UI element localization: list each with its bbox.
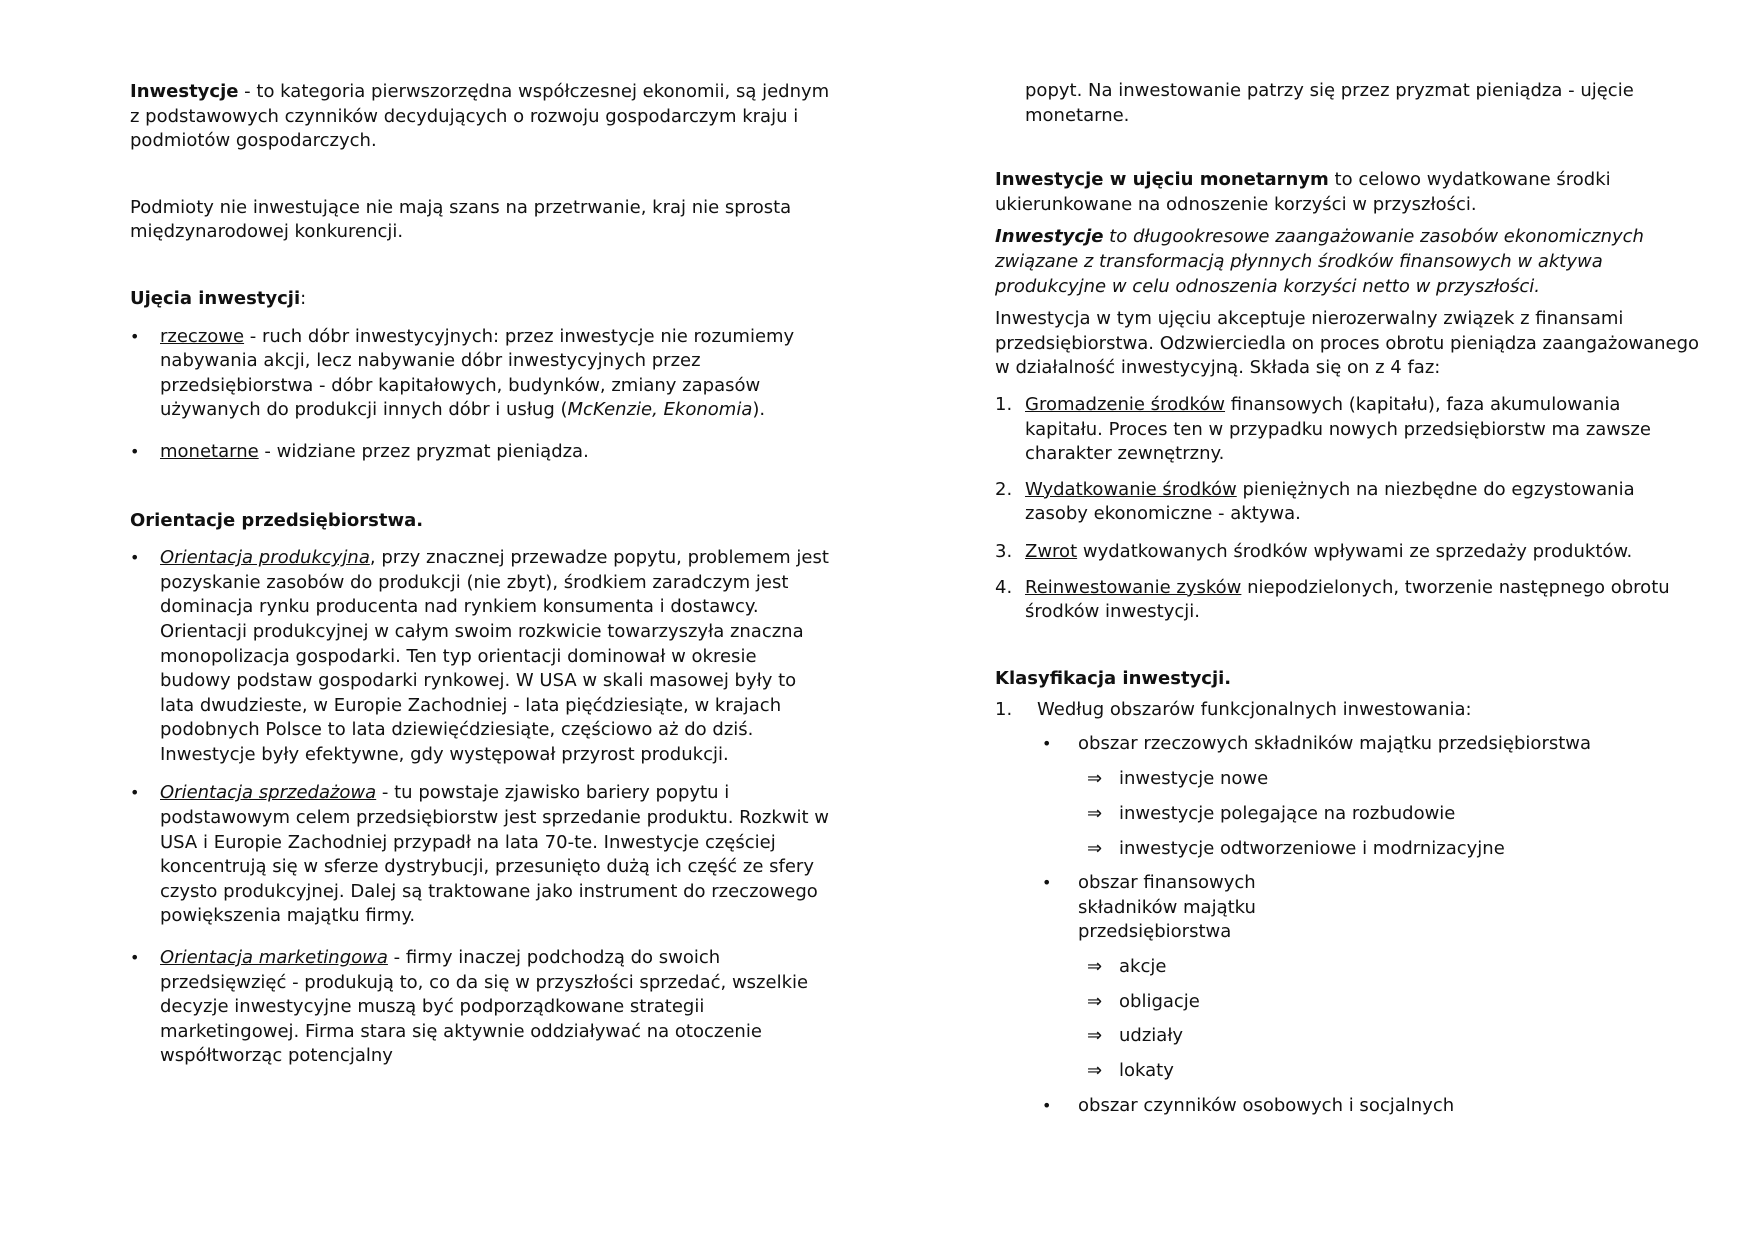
arrow-right-icon: ⇒ [1087, 803, 1103, 825]
item-number: 1. [995, 699, 1013, 721]
numbered-item [995, 698, 1700, 723]
term: monetarne [160, 440, 259, 462]
text: udziały [1119, 1025, 1184, 1047]
list-item [130, 546, 830, 767]
left-column [130, 80, 830, 1069]
section-heading [130, 287, 830, 312]
text: - widziane przez pryzmat pieniądza. [258, 440, 589, 462]
text: to celowo wydatkowane środki ukierunkowane na odnoszenie korzyści w przyszłości. [995, 169, 1611, 215]
term: Orientacja produkcyjna [160, 547, 370, 569]
term: Inwestycje [130, 81, 239, 102]
arrow-right-icon: ⇒ [1087, 956, 1103, 978]
arrow-right-icon: ⇒ [1087, 990, 1103, 1012]
sub-item [995, 955, 1700, 980]
list-item [995, 732, 1700, 757]
bullet-icon: • [130, 948, 140, 968]
heading-colon: : [300, 287, 307, 309]
sub-item [995, 837, 1700, 862]
paragraph [995, 168, 1700, 217]
bullet-icon: • [130, 548, 140, 568]
text: obszar rzeczowych składników majątku przedsiębiorstwa [1078, 732, 1592, 754]
term: Gromadzenie środków [1025, 393, 1226, 415]
text: inwestycje odtworzeniowe i modrnizacyjne [1119, 837, 1505, 859]
text: obszar finansowych składników majątku przedsiębiorstwa [1078, 872, 1256, 943]
paragraph: Inwestycja w tym ujęciu akceptuje nierozerwalny związek z finansami przedsiębiorstwa. Odzwierciedla on proces obrotu pieniądza zaangażowanego w działalność inwestycyjną. Składa się on z 4 faz: [995, 308, 1700, 379]
right-column [995, 79, 1700, 1119]
text: ). [752, 399, 766, 421]
text: - firmy inaczej podchodzą do swoich przedsięwzięć - produkują to, co da się w przyszłości sprzedać, wszelkie decyzje inwestycyjne muszą być podporządkowane strategii marketingowej. Firma stara się aktywnie oddziaływać na otoczenie współtworząc potencjalny [160, 947, 809, 1067]
text: - to kategoria pierwszorzędna współczesnej ekonomii, są jednym z podstawowych czynników decydujących o rozwoju gospodarczym kraju i podmiotów gospodarczych. [130, 81, 830, 152]
list-item [995, 871, 1338, 945]
bullet-icon: • [130, 783, 140, 803]
text: akcje [1119, 956, 1167, 978]
bullet-icon: • [1042, 1096, 1052, 1116]
text: to długookresowe zaangażowanie zasobów ekonomicznych związane z transformacją płynnych środków finansowych w aktywa produkcyjne w celu odnoszenia korzyści netto w przyszłości. [995, 226, 1644, 297]
text: obszar czynników osobowych i socjalnych [1078, 1095, 1455, 1117]
text: pieniężnych na niezbędne do egzystowania zasoby ekonomiczne - aktywa. [1025, 478, 1635, 525]
text: , przy znacznej przewadze popytu, problemem jest pozyskanie zasobów do produkcji (nie zbyt), środkiem zaradczym jest dominacja rynku producenta nad rynkiem konsumenta i dostawcy. Orientacji produkcyjnej w całym swoim rozkwicie towarzyszyła znaczna monopolizacja gospodarki. Ten typ orientacji dominował w okresie budowy podstaw gospodarki rynkowej. W USA w skali masowej były to lata dwudzieste, w Europie Zachodniej - lata pięćdziesiąte, w krajach podobnych Polsce to lata dziewięćdziesiąte, częściowo aż do dziś. Inwestycje były efektywne, gdy występował przyrost produkcji. [160, 547, 829, 765]
numbered-item [995, 478, 1700, 527]
numbered-item [995, 540, 1700, 565]
list-item [130, 946, 830, 1069]
continuation-text: popyt. Na inwestowanie patrzy się przez pryzmat pieniądza - ujęcie monetarne. [1025, 80, 1634, 126]
term: Orientacja sprzedażowa [160, 782, 377, 804]
intro-paragraph [130, 80, 830, 154]
term: Zwrot [1025, 540, 1078, 562]
heading-text: Orientacje przedsiębiorstwa. [130, 509, 424, 531]
item-number: 1. [995, 393, 1013, 415]
arrow-right-icon: ⇒ [1087, 1025, 1103, 1047]
term: Inwestycje w ujęciu monetarnym [995, 169, 1329, 191]
term: Orientacja marketingowa [160, 947, 388, 969]
term: Reinwestowanie zysków [1025, 576, 1242, 598]
list-item [130, 781, 830, 929]
term: rzeczowe [160, 325, 245, 347]
text: obligacje [1119, 990, 1200, 1012]
list-item [995, 1094, 1700, 1119]
heading-text: Ujęcia inwestycji [130, 287, 301, 309]
sub-item [995, 1024, 1700, 1049]
list-item [130, 325, 830, 423]
citation: McKenzie, Ekonomia [567, 399, 753, 421]
bullet-icon: • [1042, 873, 1052, 893]
bullet-icon: • [130, 441, 140, 461]
text: finansowych (kapitału), faza akumulowania kapitału. Proces ten w przypadku nowych przedsiębiorstw ma zawsze charakter zewnętrzny. [1025, 393, 1651, 465]
bullet-icon: • [130, 326, 140, 346]
sub-item [995, 1059, 1700, 1084]
item-number: 3. [995, 540, 1013, 562]
numbered-item [995, 576, 1700, 625]
text: inwestycje polegające na rozbudowie [1119, 803, 1456, 825]
list-item [130, 440, 830, 465]
heading-text: Klasyfikacja inwestycji. [995, 667, 1232, 689]
item-number: 2. [995, 478, 1013, 500]
definition-paragraph [995, 225, 1700, 299]
text: - tu powstaje zjawisko bariery popytu i podstawowym celem przedsiębiorstw jest sprzedanie produktu. Rozkwit w USA i Europie Zachodniej przypadł na lata 70-te. Inwestycje częściej koncentrują się w sferze dystrybucji, przesunięto dużą ich część ze sfery czysto produkcyjnej. Dalej są traktowane jako instrument do rzeczowego powiększenia majątku firmy. [160, 782, 829, 927]
sub-item [995, 990, 1700, 1015]
text: lokaty [1119, 1059, 1174, 1081]
arrow-right-icon: ⇒ [1087, 1059, 1103, 1081]
numbered-item [995, 393, 1700, 467]
term: Wydatkowanie środków [1025, 478, 1237, 500]
section-heading [130, 509, 830, 534]
item-number: 4. [995, 576, 1013, 598]
text: inwestycje nowe [1119, 768, 1269, 790]
sub-item [995, 802, 1700, 827]
text: - ruch dóbr inwestycyjnych: przez inwestycje nie rozumiemy nabywania akcji, lecz nabywanie dóbr inwestycyjnych przez przedsiębiorstwa - dóbr kapitałowych, budynków, zmiany zapasów używanych do produkcji innych dóbr i usług ( [160, 325, 795, 421]
arrow-right-icon: ⇒ [1087, 768, 1103, 790]
section-heading [995, 667, 1700, 692]
arrow-right-icon: ⇒ [1087, 837, 1103, 859]
term: Inwestycje [995, 226, 1104, 248]
text: Według obszarów funkcjonalnych inwestowania: [1037, 699, 1472, 721]
paragraph: Podmioty nie inwestujące nie mają szans na przetrwanie, kraj nie sprosta międzynarodowej konkurencji. [130, 196, 792, 243]
text: wydatkowanych środków wpływami ze sprzedaży produktów. [1077, 540, 1633, 562]
sub-item [995, 767, 1700, 792]
text: niepodzielonych, tworzenie następnego obrotu środków inwestycji. [1025, 576, 1670, 623]
bullet-icon: • [1042, 733, 1052, 753]
